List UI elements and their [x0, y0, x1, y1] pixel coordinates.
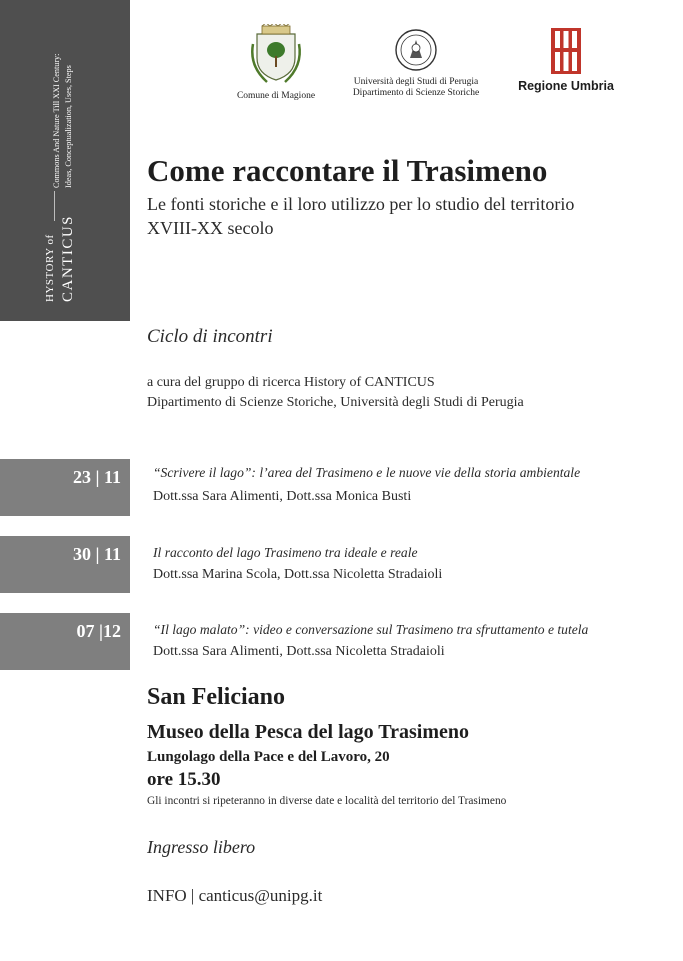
regione-name: Regione Umbria	[518, 79, 614, 93]
curatela-block	[147, 373, 524, 413]
coat-of-arms-icon	[247, 24, 305, 86]
event-town: San Feliciano	[147, 684, 286, 710]
comune-logo	[228, 24, 324, 102]
page-title: Come raccontare il Trasimeno	[147, 153, 548, 188]
comune-caption: Comune di Magione	[236, 91, 316, 101]
event-date: 30 | 11	[73, 544, 121, 564]
event-speakers: Dott.ssa Marina Scola, Dott.ssa Nicoletta Stradaioli	[153, 567, 443, 582]
info-contact: INFO | canticus@unipg.it	[147, 886, 323, 905]
event-date: 07 |12	[76, 621, 121, 641]
universita-logo	[338, 28, 494, 99]
regione-umbria-emblem-icon	[551, 28, 581, 74]
event-title: Il racconto del lago Trasimeno tra ideale e reale	[153, 545, 418, 560]
series-prefix: HYSTORY of	[44, 234, 56, 302]
event-speakers: Dott.ssa Sara Alimenti, Dott.ssa Monica Busti	[153, 489, 412, 504]
series-tagline-line2: Ideas, Conceptualization, Uses, Steps	[64, 65, 73, 188]
series-side-band	[0, 0, 130, 321]
universita-caption-line1: Università degli Studi di Perugia	[353, 77, 479, 87]
event-note: Gli incontri si ripeteranno in diverse date e località del territorio del Trasimeno	[147, 795, 507, 807]
universita-caption-line2: Dipartimento di Scienze Storiche	[352, 88, 480, 98]
event-speakers: Dott.ssa Sara Alimenti, Dott.ssa Nicoletta Stradaioli	[153, 644, 445, 659]
event-venue: Museo della Pesca del lago Trasimeno	[147, 721, 470, 743]
regione-logo	[510, 28, 622, 93]
series-tagline-line1: Commons And Nature Till XXI Century:	[52, 53, 61, 188]
university-seal-icon	[394, 28, 438, 72]
event-time: ore 15.30	[147, 769, 221, 790]
series-name: CANTICUS	[60, 214, 76, 302]
event-date-box	[0, 613, 130, 670]
entry-note: Ingresso libero	[147, 837, 256, 857]
subtitle-line2: XVIII-XX secolo	[147, 218, 274, 238]
band-divider	[54, 191, 55, 221]
event-date-box	[0, 459, 130, 516]
event-date-box	[0, 536, 130, 593]
curatela-line1: a cura del gruppo di ricerca History of CANTICUS	[147, 375, 435, 390]
curatela-line2: Dipartimento di Scienze Storiche, Università degli Studi di Perugia	[147, 395, 524, 410]
event-title: “Il lago malato”: video e conversazione sul Trasimeno tra sfruttamento e tutela	[153, 622, 589, 637]
ciclo-heading: Ciclo di incontri	[147, 326, 273, 347]
event-address: Lungolago della Pace e del Lavoro, 20	[147, 749, 390, 765]
event-date: 23 | 11	[73, 467, 121, 487]
subtitle-line1: Le fonti storiche e il loro utilizzo per lo studio del territorio	[147, 194, 575, 214]
event-title: “Scrivere il lago”: l’area del Trasimeno e le nuove vie della storia ambientale	[153, 465, 581, 480]
